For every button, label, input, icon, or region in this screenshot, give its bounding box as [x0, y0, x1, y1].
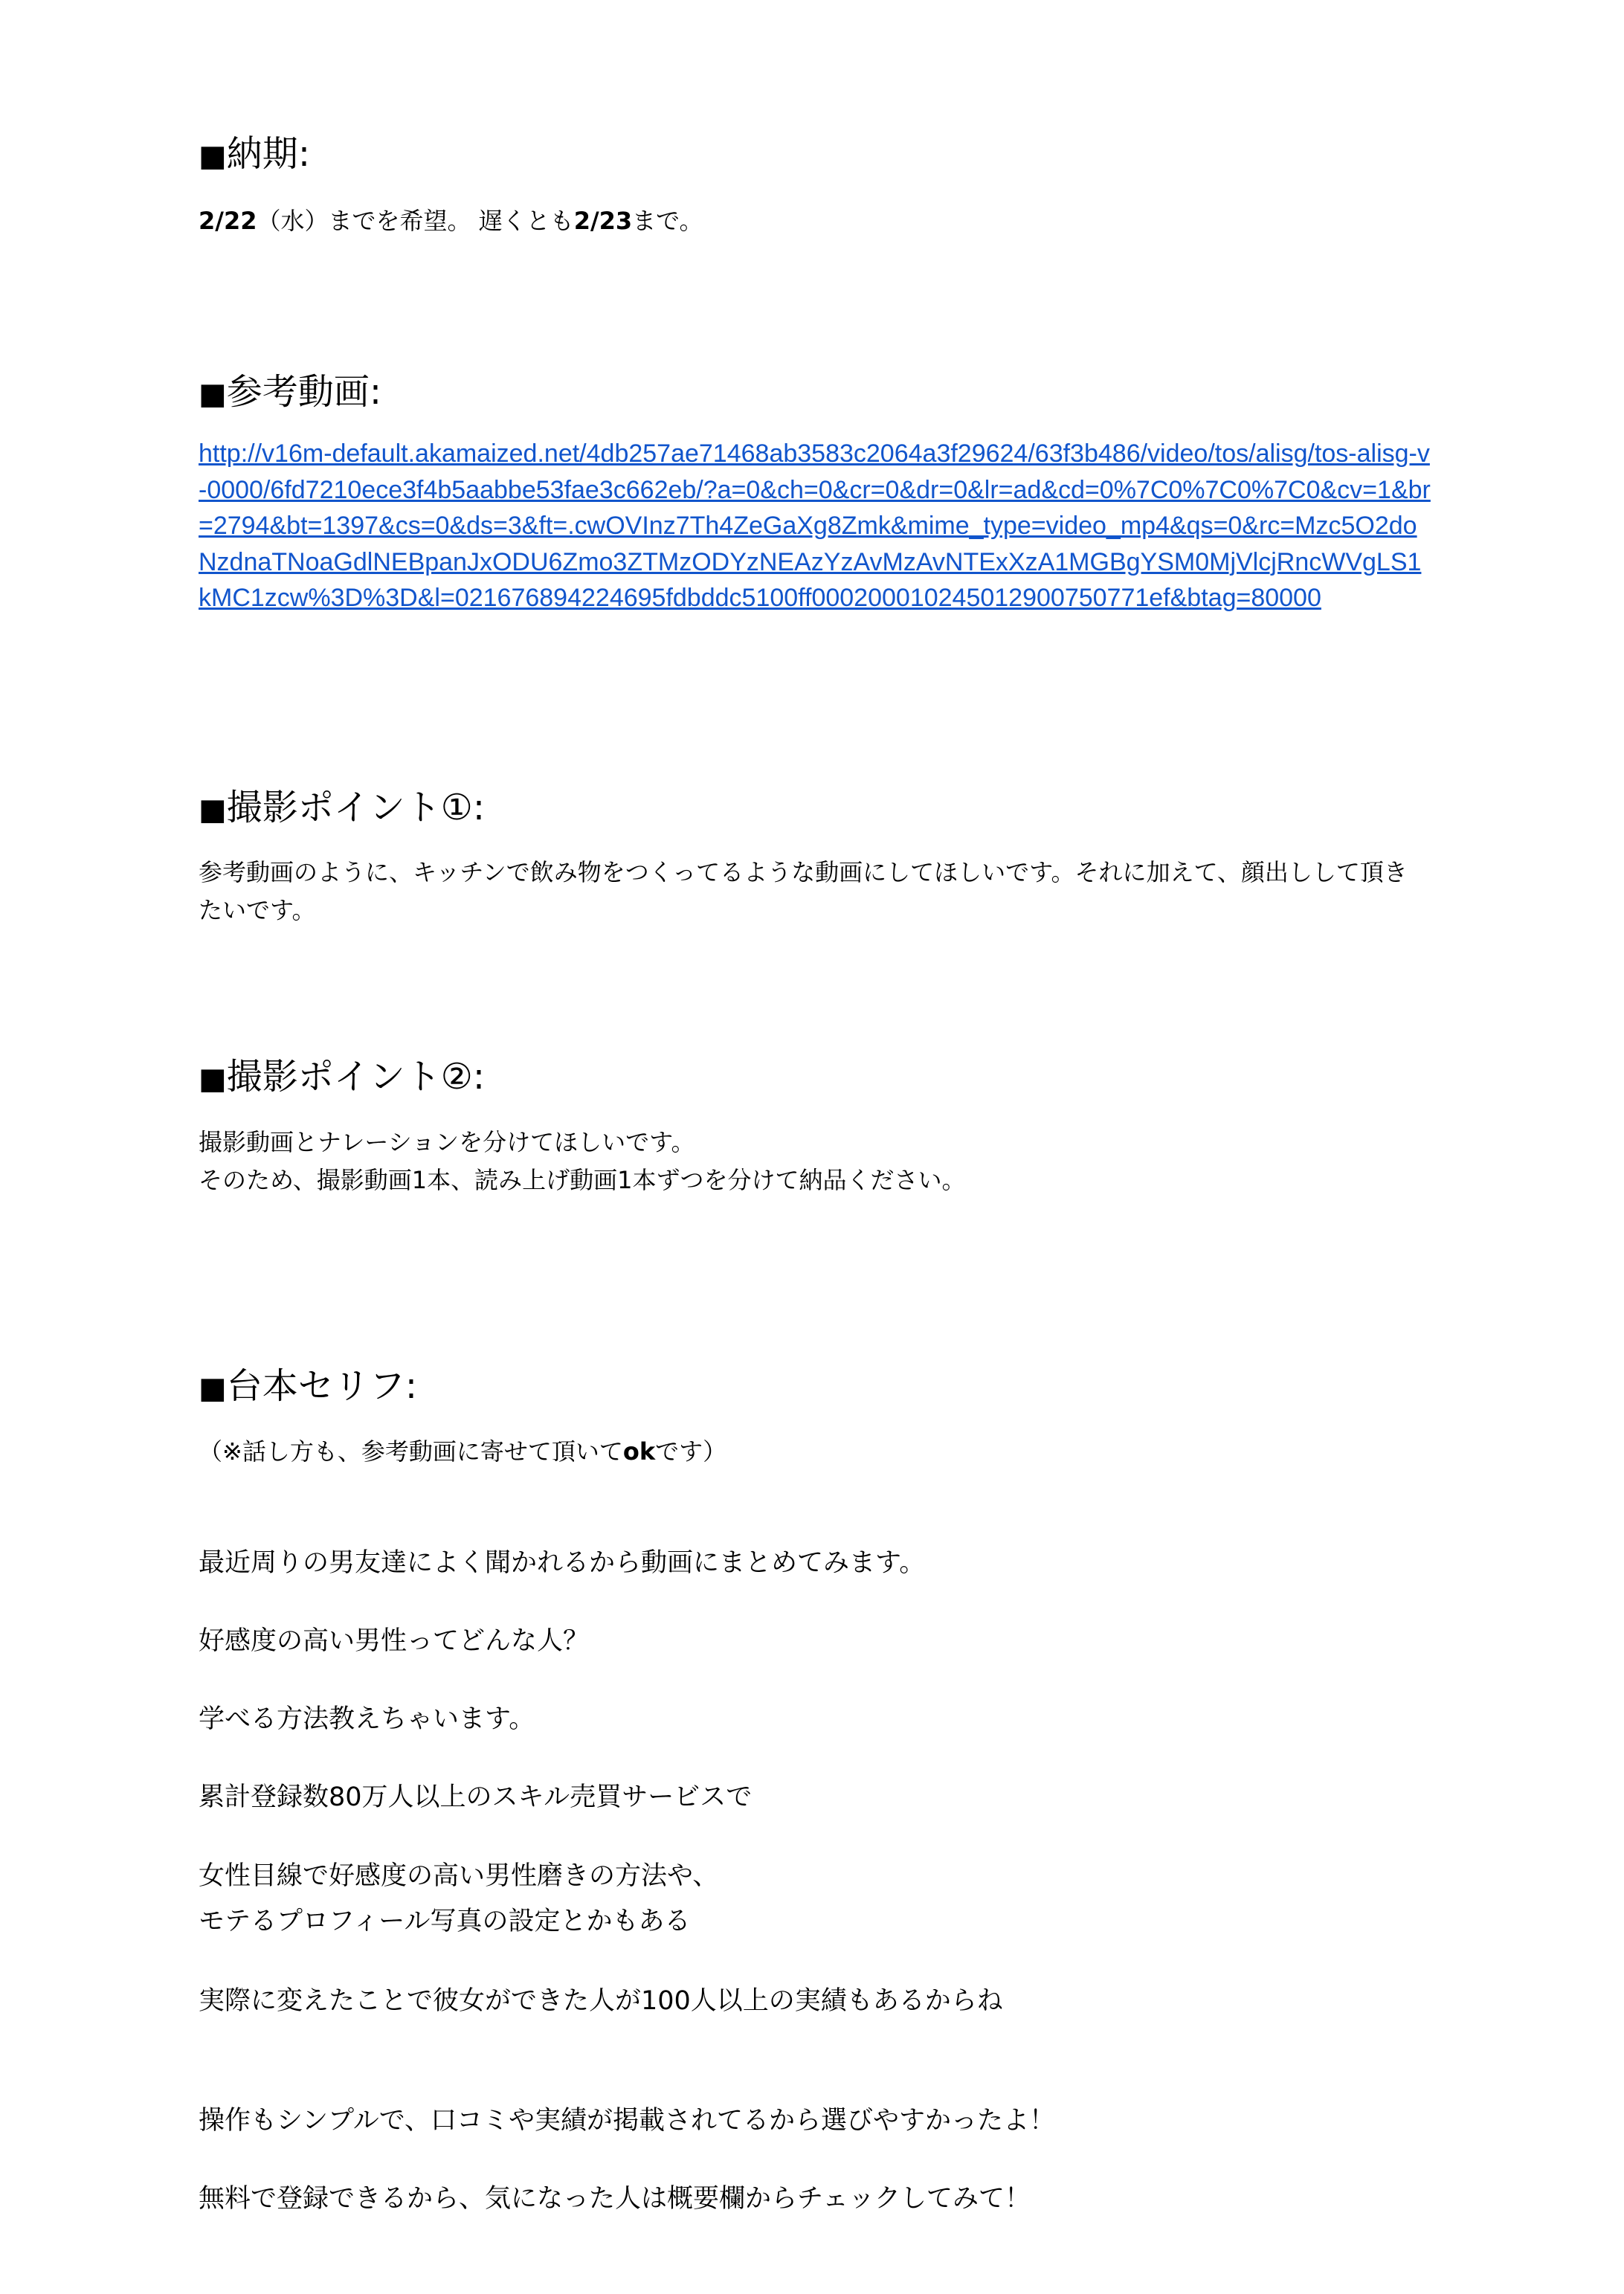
- script-note-pre: （※話し方も、参考動画に寄せて頂いて: [199, 1437, 623, 1466]
- script-line: 操作もシンプルで、口コミや実績が掲載されてるから選びやすかったよ！: [199, 2106, 1056, 2136]
- script-line: 学べる方法教えちゃいます。: [199, 1704, 535, 1734]
- shooting-point-1-line-2: たいです。: [199, 896, 316, 924]
- deadline-date-2: 2/23: [573, 207, 633, 235]
- script-note: [199, 1435, 726, 1468]
- heading-bullet: ■: [199, 793, 227, 827]
- deadline-title: 納期: [226, 133, 298, 175]
- script-line: モテるプロフィール写真の設定とかもある: [199, 1907, 691, 1936]
- deadline-weekday: （水）: [257, 207, 329, 235]
- script-line: 最近周りの男友達によく聞かれるから動画にまとめてみます。: [199, 1548, 926, 1578]
- deadline-date-1: 2/22: [199, 207, 257, 235]
- heading-colon: :: [405, 1365, 417, 1407]
- deadline-text: [199, 204, 703, 237]
- reference-video-link[interactable]: http://v16m-default.akamaized.net/4db257ae71468ab3583c2064a3f29624/63f3b486/video/tos/alisg/tos-alisg-v-0000/6fd7210ece3f4b5aabbe53fae3c662eb/?a=0&ch=0&cr=0&dr=0&lr=ad&cd=0%7C0%7C0%7C0&cv=1&br=2794&bt=1397&cs=0&ds=3&ft=.cwOVInz7Th4ZeGaXg8Zmk&mime_type=video_mp4&qs=0&rc=Mzc5O2doNzdnaTNoaGdlNEBpanJxODU6Zmo3ZTMzODYzNEAzYzAvMzAvNTExXzA1MGBgYSM0MjVlcjRncWVgLS1kMC1zcw%3D%3D&l=021676894224695fdbddc5100ff000200010245012900750771ef&btag=80000: [199, 439, 1431, 612]
- shooting-point-2-line-2: そのため、撮影動画1本、読み上げ動画1本ずつを分けて納品ください。: [199, 1166, 966, 1194]
- shooting-point-1-title: 撮影ポイント①: [226, 787, 473, 828]
- heading-bullet: ■: [199, 139, 227, 173]
- script-note-post: です）: [655, 1437, 727, 1466]
- heading-colon: :: [472, 787, 486, 828]
- script-line: 女性目線で好感度の高い男性磨きの方法や、: [199, 1861, 719, 1891]
- heading-colon: :: [297, 133, 310, 175]
- heading-bullet: ■: [199, 1371, 227, 1405]
- script-line: 好感度の高い男性ってどんな人？: [199, 1626, 590, 1656]
- deadline-mid: までを希望。 遅くとも: [328, 207, 574, 235]
- script-line: 実際に変えたことで彼女ができた人が100人以上の実績もあるからね: [199, 1986, 1003, 2016]
- reference-heading: [199, 370, 381, 416]
- script-note-ok: ok: [622, 1437, 656, 1466]
- heading-colon: :: [369, 371, 381, 413]
- shooting-point-2-heading: [199, 1054, 485, 1101]
- heading-bullet: ■: [199, 1062, 227, 1096]
- shooting-point-1-heading: [199, 785, 485, 832]
- heading-colon: :: [472, 1056, 486, 1098]
- heading-bullet: ■: [199, 377, 227, 411]
- shooting-point-2-title: 撮影ポイント②: [226, 1056, 473, 1098]
- script-line: 無料で登録できるから、気になった人は概要欄からチェックしてみて！: [199, 2184, 1031, 2214]
- script-line: 累計登録数80万人以上のスキル売買サービスで: [199, 1782, 753, 1812]
- deadline-heading: [199, 132, 310, 178]
- deadline-end: まで。: [632, 207, 703, 235]
- reference-title: 参考動画: [226, 371, 370, 413]
- shooting-point-1-line-1: 参考動画のように、キッチンで飲み物をつくってるような動画にしてほしいです。それに加えて、顔出しして頂き: [199, 858, 1408, 886]
- script-title: 台本セリフ: [226, 1365, 405, 1407]
- shooting-point-2-line-1: 撮影動画とナレーションを分けてほしいです。: [199, 1128, 695, 1156]
- script-heading: [199, 1364, 417, 1411]
